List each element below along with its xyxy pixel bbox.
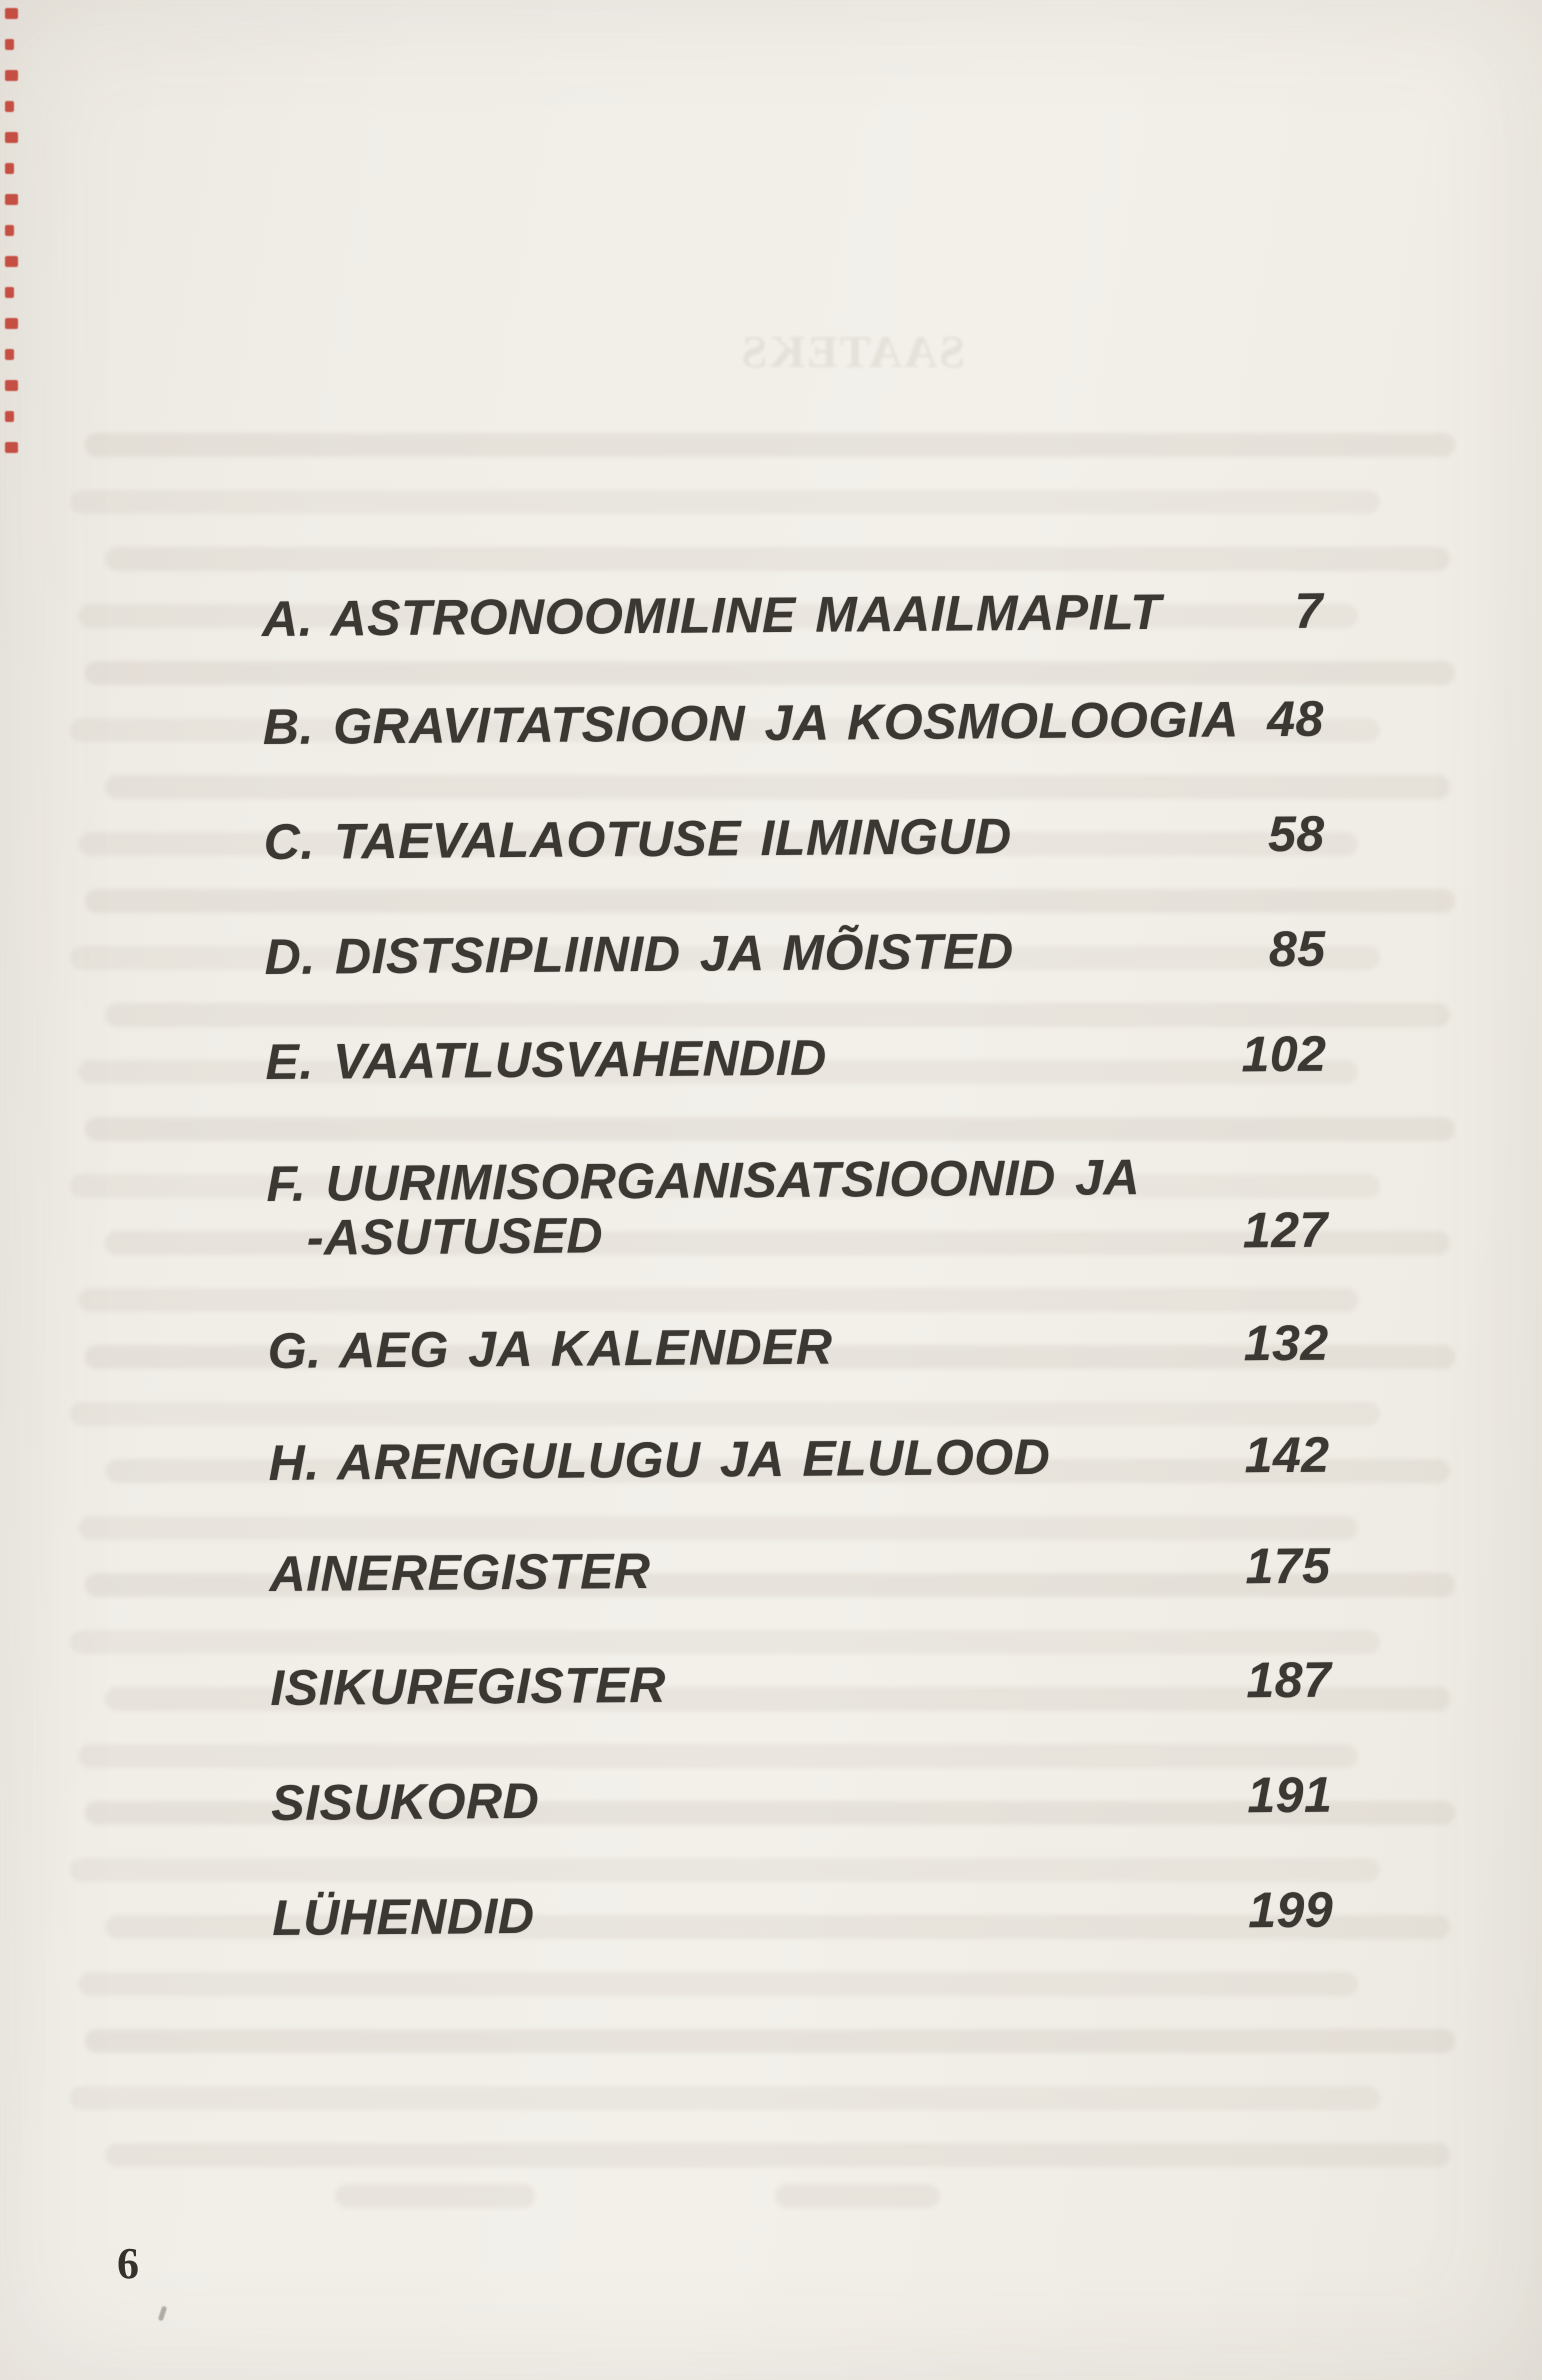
toc-entry (263, 692, 1324, 754)
toc-entry-page: 85 (1268, 920, 1326, 978)
toc-entry-page: 102 (1241, 1025, 1327, 1083)
toc-entry-label (266, 1150, 1140, 1265)
toc-entry-label: H. ARENGULUGU JA ELULOOD (268, 1428, 1051, 1491)
toc-entry-page: 7 (1294, 582, 1324, 639)
toc-entry-page: 175 (1245, 1537, 1331, 1595)
toc-entry-page: 132 (1243, 1314, 1329, 1372)
toc-entry-page: 199 (1248, 1881, 1334, 1939)
toc-entry (262, 584, 1323, 646)
toc-entry (271, 1768, 1332, 1830)
toc-entry-page: 127 (1242, 1201, 1329, 1259)
toc-entry (266, 1149, 1328, 1265)
ghost-heading-saateks: SAATEKS (739, 326, 965, 377)
toc-entry (264, 807, 1325, 869)
toc-entry-page: 48 (1266, 690, 1325, 748)
folio-page-number: 6 (117, 2239, 139, 2288)
toc-entry (268, 1428, 1329, 1490)
toc-entry (269, 1539, 1330, 1601)
toc-entry-label: E. VAATLUSVAHENDID (265, 1029, 827, 1090)
toc-entry-page: 187 (1246, 1651, 1332, 1709)
toc-entry (272, 1883, 1333, 1945)
toc-entry (270, 1653, 1331, 1715)
toc-entry (264, 922, 1325, 984)
toc-entry-label: B. GRAVITATSIOON JA KOSMOLOOGIA (262, 691, 1239, 755)
toc-entry-page: 58 (1267, 805, 1325, 863)
toc-entry-label: G. AEG JA KALENDER (267, 1318, 833, 1379)
toc-entry-label: AINEREGISTER (269, 1542, 651, 1602)
toc-entry-label: C. TAEVALAOTUSE ILMINGUD (263, 808, 1012, 870)
toc-entry-page: 191 (1247, 1766, 1333, 1824)
toc-entry-label: SISUKORD (271, 1772, 540, 1831)
toc-entry (265, 1027, 1326, 1089)
toc-entry-label-line2: -ASUTUSED (306, 1207, 604, 1266)
toc-entry-page: 142 (1244, 1426, 1330, 1484)
toc-entry-label: A. ASTRONOOMILINE MAAILMAPILT (261, 583, 1162, 647)
toc-entry-label: ISIKUREGISTER (270, 1656, 667, 1716)
toc-entry-label: LÜHENDID (271, 1887, 535, 1946)
toc-entry (268, 1316, 1329, 1378)
toc-entry-label-line1: F. UURIMISORGANISATSIOONID JA (266, 1149, 1141, 1212)
toc-entry-label: D. DISTSIPLIINID JA MÕISTED (264, 923, 1014, 985)
